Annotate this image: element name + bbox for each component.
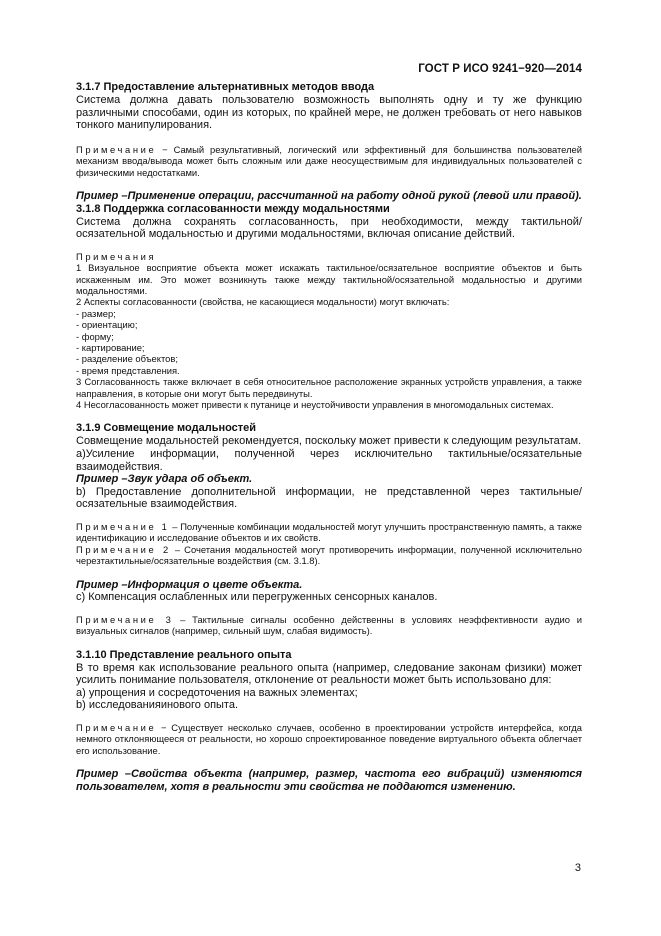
section-heading-3-1-9: 3.1.9 Совмещение модальностей: [76, 422, 257, 435]
note1-3-1-9: Примечание 1 – Полученные комбинации модальностей могут улучшить пространственную память, а также идентификацию и исследование объектов и их свойств.: [76, 521, 582, 544]
note2-3-1-8: 2 Аспекты согласованности (свойства, не касающиеся модальности) могут включать:: [76, 296, 450, 308]
note2-3-1-9: Примечание 2 – Сочетания модальностей могут противоречить информации, полученной исключительно черезтактильные/осязательные воздействия (см. 3.1.8).: [76, 543, 582, 567]
section-heading-3-1-7: 3.1.7 Предоставление альтернативных методов ввода: [76, 81, 375, 93]
section-heading-3-1-8: 3.1.8 Поддержка согласованности между модальностями: [76, 202, 390, 215]
page-number: 3: [574, 862, 581, 874]
notes-label-3-1-8: Примечания: [76, 250, 157, 262]
example-a-3-1-9: Пример –Звук удара об объект.: [76, 473, 253, 486]
list-item: - время представления.: [76, 364, 180, 376]
section-text-3-1-7: Система должна давать пользователю возможность выполнять одну и ту же функцию различными способами, один из которых, по крайней мере, не должен требовать от него навыков тонкого манипулирования.: [76, 94, 582, 132]
item-a-3-1-9: а)Усиление информации, полученной через исключительно тактильные/осязательные взаимодействия.: [76, 448, 582, 473]
list-item: - картирование;: [76, 342, 145, 354]
list-item: - форму;: [76, 330, 114, 342]
page-content: [76, 81, 582, 793]
example-3-1-7: Пример –Применение операции, рассчитанной на работу одной рукой (левой или правой).: [76, 190, 582, 202]
item-a-3-1-10: a) упрощения и сосредоточения на важных элементах;: [76, 686, 358, 699]
standard-header: ГОСТ Р ИСО 9241−920—2014: [418, 63, 582, 75]
example-3-1-10: Пример –Свойства объекта (например, размер, частота его вибраций) изменяются пользователем, хотя в реальности эти свойства не поддаются изменению.: [76, 768, 582, 793]
note4-3-1-8: 4 Несогласованность может привести к путанице и неустойчивости управления в многомодальных системах.: [76, 399, 554, 411]
example-b-3-1-9: Пример –Информация о цвете объекта.: [76, 578, 303, 591]
note3-3-1-9: Примечание 3 – Тактильные сигналы особенно действенны в условиях неэффективности аудио и визуальных сигналов (например, сильный шум, слабая видимость).: [76, 613, 582, 637]
list-item: - ориентацию;: [76, 319, 138, 331]
note1-3-1-8: 1 Визуальное восприятие объекта может искажать тактильное/осязательное восприятие объектов и быть искаженным им. Это может возникнуть также между тактильной/осязательной модальностью и другими модальностями.: [76, 262, 582, 296]
item-c-3-1-9: с) Компенсация ослабленных или перегруженных сенсорных каналов.: [76, 591, 438, 604]
section-heading-3-1-10: 3.1.10 Представление реального опыта: [76, 648, 292, 661]
list-item: - разделение объектов;: [76, 353, 178, 365]
note-3-1-7: Примечание − Самый результативный, логический или эффективный для большинства пользователей механизм ввода/вывода может быть сложным или даже неосуществимым для индивидуальных пользователей с физическими недостатками.: [76, 143, 582, 178]
section-text-3-1-8: Система должна сохранять согласованность, при необходимости, между тактильной/осязательной модальностью и другими модальностями, включая описание действий.: [76, 215, 582, 241]
note3-3-1-8: 3 Согласованность также включает в себя относительное расположение экранных устройств управления, а также направления, в которые они могут быть передвинуты.: [76, 376, 582, 399]
note-3-1-10: Примечание − Существует несколько случаев, особенно в проектировании устройств интерфейса, когда немного отклоняющееся от реальности, но хорошо спроектированное поведение виртуального объекта облегчает его использование.: [76, 722, 582, 756]
item-b-3-1-10: b) исследованияинового опыта.: [76, 699, 239, 712]
consistency-list: [76, 308, 582, 376]
section-text-3-1-10: В то время как использование реального опыта (например, следование законам физики) может усилить понимание пользователя, отклонение от реальности может быть использовано для:: [76, 661, 582, 687]
list-item: - размер;: [76, 307, 116, 319]
section-text-3-1-9: Совмещение модальностей рекомендуется, поскольку может привести к следующим результатам.: [76, 435, 582, 448]
item-b-3-1-9: b) Предоставление дополнительной информации, не представленной через тактильные/осязательные взаимодействия.: [76, 485, 582, 511]
